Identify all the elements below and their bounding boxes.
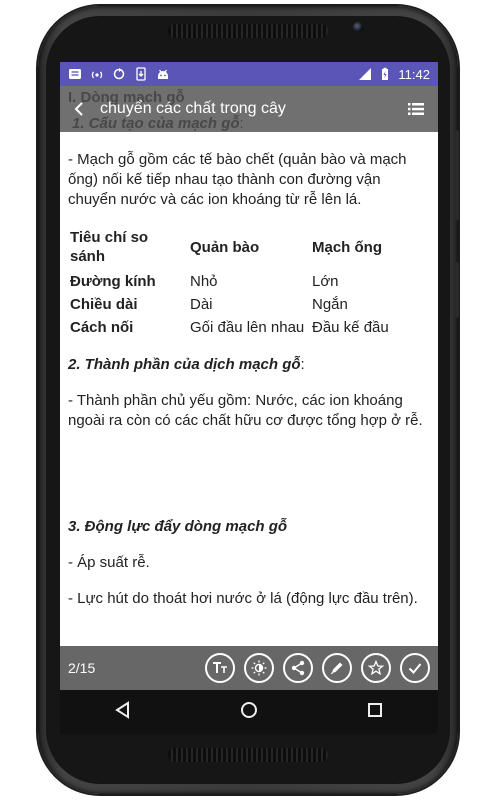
subsection-heading-3: 3. Động lực đẩy dòng mạch gỗ — [68, 518, 288, 535]
android-icon — [156, 67, 170, 81]
power-button — [455, 262, 459, 318]
message-icon — [68, 67, 82, 81]
article-content — [68, 88, 432, 609]
table-header-cell: Quản bào — [190, 238, 260, 256]
status-bar — [60, 62, 438, 86]
volume-button — [455, 130, 459, 220]
nav-recents-button[interactable] — [365, 700, 385, 725]
table-header-cell: Mạch ống — [312, 238, 382, 256]
table-header-cell: Tiêu chí so sánh — [70, 229, 149, 265]
back-triangle-icon — [113, 700, 133, 720]
paragraph-root-pressure: - Áp suất rễ. — [68, 554, 150, 571]
text-size-icon — [212, 661, 228, 675]
wifi-hotspot-icon — [90, 67, 104, 81]
edit-button[interactable] — [322, 653, 352, 683]
bookmark-star-button[interactable] — [361, 653, 391, 683]
sync-icon — [112, 67, 126, 81]
nav-back-button[interactable] — [113, 700, 133, 725]
brightness-icon — [251, 660, 267, 676]
back-button[interactable] — [60, 86, 100, 132]
android-navigation-bar — [60, 690, 438, 734]
notification-icons — [68, 67, 170, 81]
toolbar-title: chuyển các chất trong cây — [100, 100, 286, 117]
table-row — [68, 316, 428, 339]
text-size-button[interactable] — [205, 653, 235, 683]
top-speaker-grille — [168, 24, 328, 38]
table-cell: Cách nối — [70, 319, 134, 336]
table-row — [68, 270, 428, 293]
table-cell: Gối đầu lên nhau — [190, 319, 305, 336]
recents-square-icon — [365, 700, 385, 720]
subsection-heading-2-text: 2. Thành phần của dịch mạch gỗ — [68, 356, 301, 373]
table-cell: Ngắn — [312, 296, 348, 313]
table-cell: Dài — [190, 296, 213, 313]
table-of-contents-button[interactable] — [394, 86, 438, 132]
star-icon — [368, 660, 384, 676]
page-indicator: 2/15 — [68, 660, 96, 676]
check-icon — [407, 660, 423, 676]
paragraph-transpiration: - Lực hút do thoát hơi nước ở lá (động lực đầu trên). — [68, 590, 418, 607]
screen — [60, 62, 438, 690]
table-cell: Đầu kế đầu — [312, 319, 389, 336]
download-icon — [134, 67, 148, 81]
table-row — [68, 293, 428, 316]
table-header-row — [68, 224, 428, 270]
system-status — [358, 67, 430, 82]
bottom-speaker-grille — [168, 748, 328, 762]
paragraph-structure: - Mạch gỗ gồm các tế bào chết (quản bào và mạch ống) nối kế tiếp nhau tạo thành con đường vận chuyển nước và các ion khoáng từ rễ lên lá. — [68, 151, 407, 208]
edit-icon — [329, 660, 345, 676]
signal-icon — [358, 67, 372, 81]
table-cell: Chiều dài — [70, 296, 138, 313]
front-camera — [353, 22, 363, 32]
mark-done-button[interactable] — [400, 653, 430, 683]
list-menu-icon — [408, 102, 424, 116]
paragraph-composition: - Thành phần chủ yếu gồm: Nước, các ion khoáng ngoài ra còn có các chất hữu cơ được tổng hợp ở rễ. — [68, 392, 423, 429]
share-button[interactable] — [283, 653, 313, 683]
table-cell: Nhỏ — [190, 273, 218, 290]
table-cell: Lớn — [312, 273, 339, 290]
subsection-heading-2-colon: : — [300, 356, 305, 373]
table-cell: Đường kính — [70, 273, 156, 290]
status-clock: 11:42 — [398, 66, 430, 82]
comparison-table — [68, 224, 428, 339]
reader-bottom-bar — [60, 646, 438, 690]
chevron-left-icon — [72, 101, 88, 117]
nav-home-button[interactable] — [239, 700, 259, 725]
brightness-button[interactable] — [244, 653, 274, 683]
app-toolbar — [60, 86, 438, 132]
battery-icon — [378, 67, 392, 81]
share-icon — [290, 660, 306, 676]
home-circle-icon — [239, 700, 259, 720]
subsection-heading-2 — [68, 355, 432, 375]
